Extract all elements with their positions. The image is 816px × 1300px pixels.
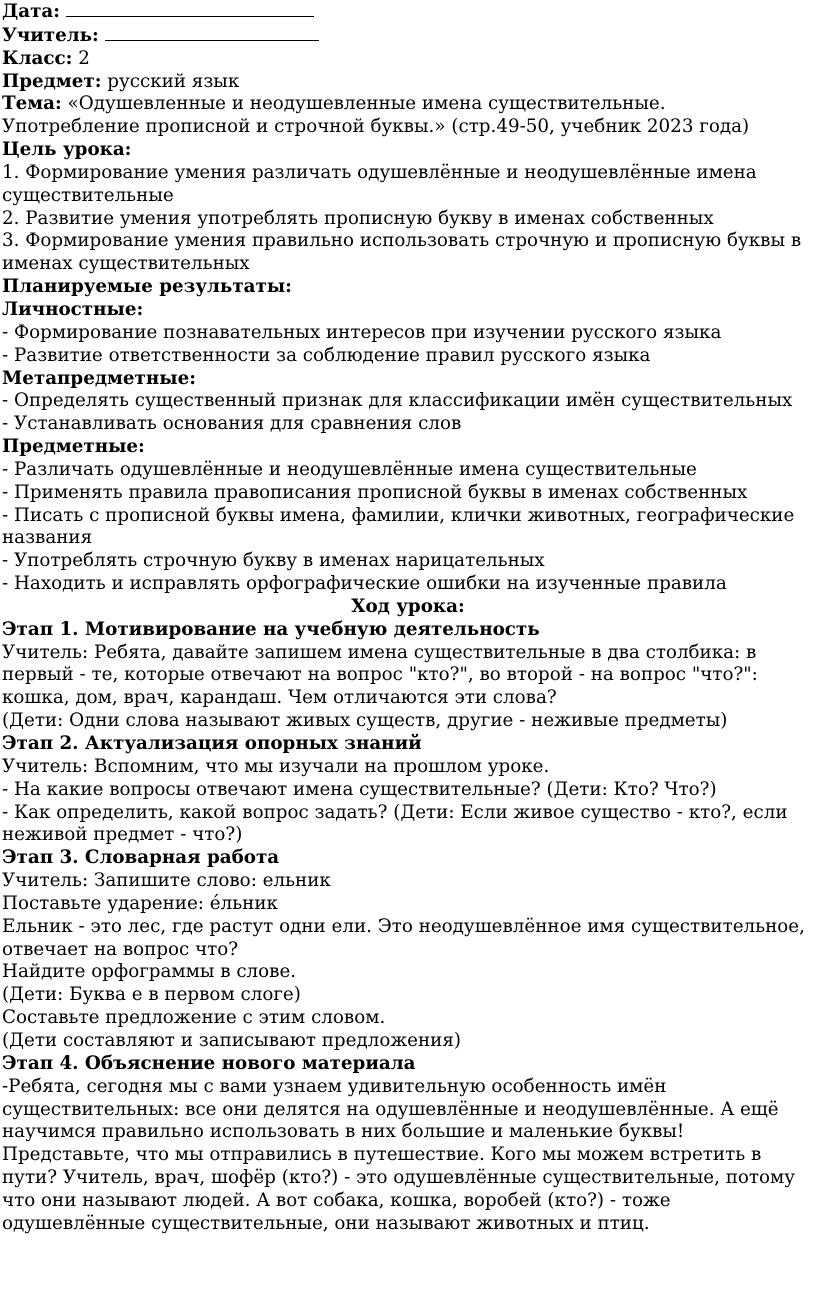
goal-item: 1. Формирование умения различать одушевлённые и неодушевлённые имена существительные (2, 161, 757, 206)
stage1-answer: (Дети: Одни слова называют живых существ, другие - неживые предметы) (2, 710, 728, 732)
teacher-row (2, 24, 814, 48)
results-heading: Планируемые результаты: (2, 276, 292, 298)
teacher-label: Учитель: (2, 24, 99, 46)
subject-value: русский язык (107, 70, 240, 92)
stage2-line: - Как определить, какой вопрос задать? (Дети: Если живое существо - кто?, если неживой предмет - что?) (2, 801, 788, 846)
meta-item: - Устанавливать основания для сравнения слов (2, 413, 462, 435)
subject-result-item: - Находить и исправлять орфографические ошибки на изученные правила (2, 573, 727, 595)
stage3-line: Составьте предложение с этим словом. (2, 1007, 386, 1029)
stage3-heading: Этап 3. Словарная работа (2, 847, 280, 869)
stage1-heading: Этап 1. Мотивирование на учебную деятельность (2, 618, 540, 640)
stage3-line: (Дети составляют и записывают предложения) (2, 1029, 462, 1051)
meta-heading: Метапредметные: (2, 367, 196, 389)
goal-item: 3. Формирование умения правильно использовать строчную и прописную буквы в именах существительных (2, 230, 802, 275)
personal-item: - Формирование познавательных интересов при изучении русского языка (2, 321, 722, 343)
subject-row (2, 71, 814, 94)
subject-result-item: - Различать одушевлённые и неодушевлённые имена существительные (2, 458, 697, 480)
stage3-line: Поставьте ударение: е́льник (2, 892, 278, 914)
stage3-line: Найдите орфограммы в слове. (2, 961, 297, 983)
date-label: Дата: (2, 1, 61, 22)
subject-result-item: - Употреблять строчную букву в именах нарицательных (2, 550, 545, 572)
subject-results-heading: Предметные: (2, 436, 145, 458)
teacher-blank-line[interactable] (105, 24, 319, 41)
lesson-heading: Ход урока: (351, 595, 465, 617)
stage1-text: Учитель: Ребята, давайте запишем имена существительные в два столбика: в первый - те, которые отвечают на вопрос "кто?", во второй - на вопрос "что?": кошка, дом, врач, карандаш. Чем отличаются эти слова? (2, 641, 758, 709)
topic-label: Тема: (2, 93, 62, 115)
topic-line-2: Употребление прописной и строчной буквы.» (стр.49-50, учебник 2023 года) (2, 116, 750, 138)
stage3-line: (Дети: Буква е в первом слоге) (2, 984, 301, 1006)
stage3-line: Учитель: Запишите слово: ельник (2, 870, 331, 892)
stage2-line: - На какие вопросы отвечают имена существительные? (Дети: Кто? Что?) (2, 778, 717, 800)
topic-line-1: «Одушевленные и неодушевленные имена существительные. (67, 93, 666, 115)
personal-item: - Развитие ответственности за соблюдение правил русского языка (2, 344, 651, 366)
meta-item: - Определять существенный признак для классификации имён существительных (2, 390, 793, 412)
class-row (2, 48, 814, 71)
stage2-line: Учитель: Вспомним, что мы изучали на прошлом уроке. (2, 755, 550, 777)
date-blank-line[interactable] (66, 0, 314, 17)
goals-heading: Цель урока: (2, 139, 132, 161)
stage2-heading: Этап 2. Актуализация опорных знаний (2, 733, 422, 754)
stage4-text: Представьте, что мы отправились в путешествие. Кого мы можем встретить в пути? Учитель, врач, шофёр (кто?) - это одушевлённые существительные, потому что они называют людей. А вот собака, кошка, воробей (кто?) - тоже одушевлённые существительные, они называют животных и птиц. (2, 1144, 795, 1234)
subject-label: Предмет: (2, 70, 102, 92)
personal-heading: Личностные: (2, 298, 144, 320)
stage4-heading: Этап 4. Объяснение нового материала (2, 1052, 416, 1074)
stage4-text: -Ребята, сегодня мы с вами узнаем удивительную особенность имён существительных: все они делятся на одушевлённые и неодушевлённые. А ещё научимся правильно использовать в них большие и маленькие буквы! (2, 1075, 779, 1143)
goal-item: 2. Развитие умения употреблять прописную букву в именах собственных (2, 207, 714, 229)
class-label: Класс: (2, 47, 73, 69)
subject-result-item: - Применять правила правописания прописной буквы в именах собственных (2, 481, 748, 503)
topic-row (2, 93, 814, 116)
subject-result-item: - Писать с прописной буквы имена, фамилии, клички животных, географические названия (2, 504, 795, 549)
date-row (2, 0, 814, 24)
stage3-line: Ельник - это лес, где растут одни ели. Это неодушевлённое имя существительное, отвечает на вопрос что? (2, 915, 805, 960)
class-value: 2 (78, 47, 90, 69)
